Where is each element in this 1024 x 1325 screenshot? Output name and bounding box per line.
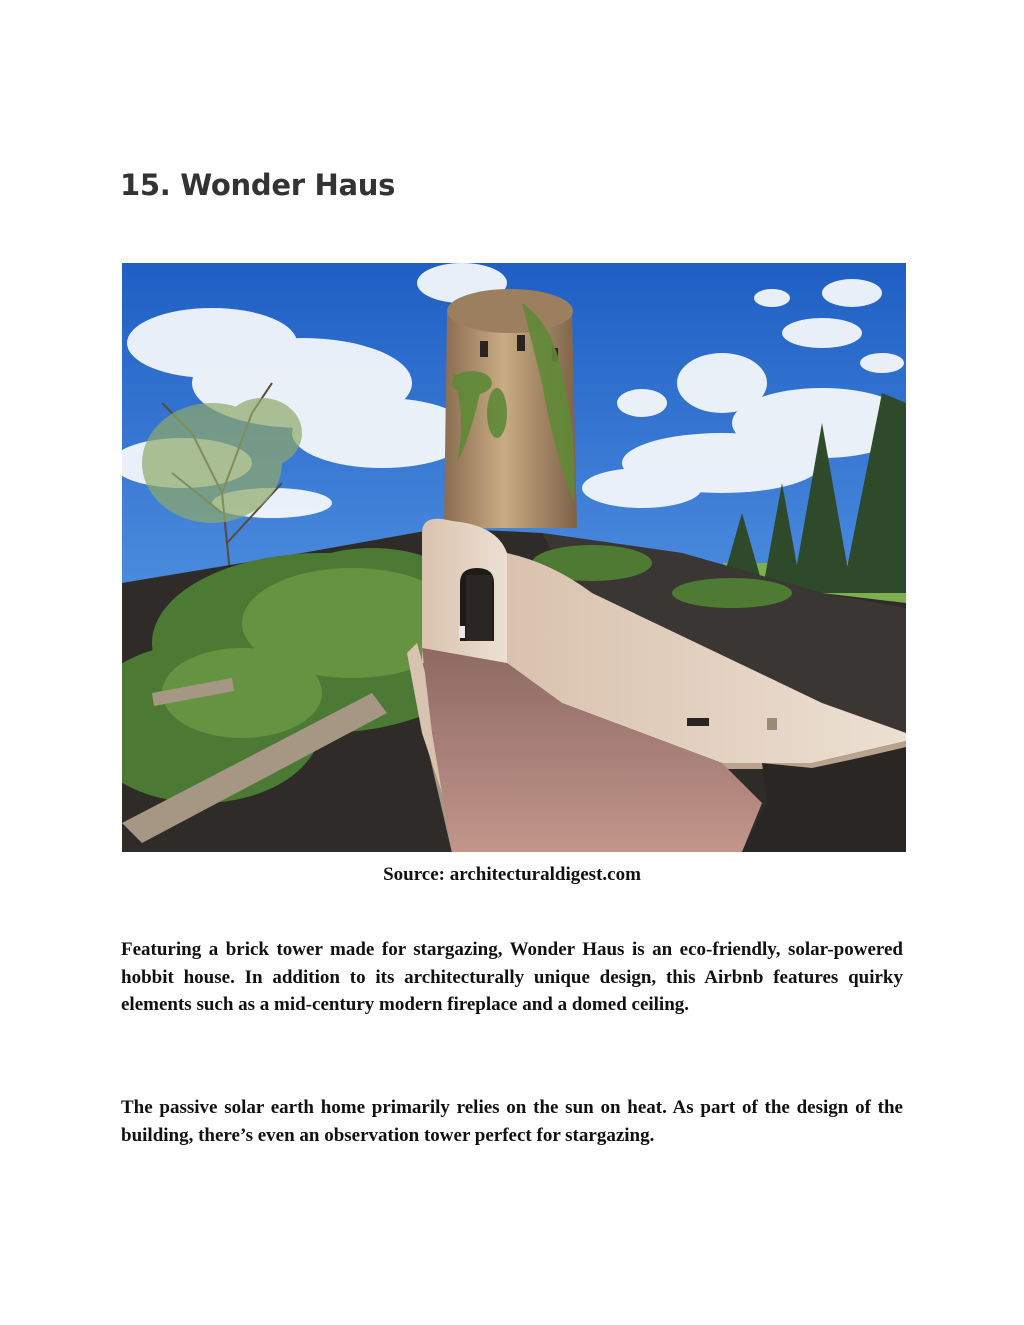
body-paragraph-1: Featuring a brick tower made for stargazing, Wonder Haus is an eco-friendly, solar-powered hobbit house. In addition to its architecturally unique design, this Airbnb features quirky elements such as a mid-century modern fireplace and a domed ceiling. <box>121 939 903 1015</box>
body-paragraph-2: The passive solar earth home primarily relies on the sun on heat. As part of the design of the building, there’s even an observation tower perfect for stargazing. <box>121 1097 903 1146</box>
page-title: 15. Wonder Haus <box>120 168 396 202</box>
wonder-haus-illustration <box>122 263 906 852</box>
wonder-haus-photo <box>122 263 906 852</box>
image-caption: Source: architecturaldigest.com <box>383 864 641 885</box>
